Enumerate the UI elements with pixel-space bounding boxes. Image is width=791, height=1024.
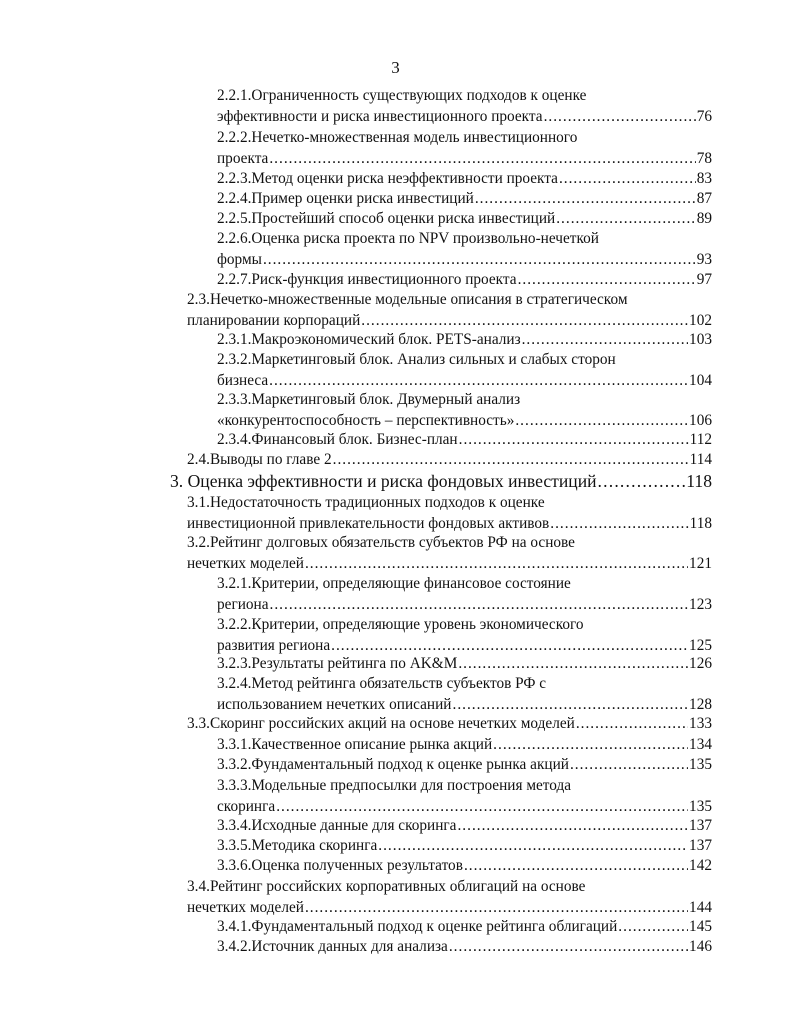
toc-entry-title: инвестиционной привлекательности фондовых активов bbox=[187, 514, 550, 532]
toc-leader bbox=[305, 554, 688, 575]
toc-leader bbox=[263, 250, 696, 271]
toc-entry bbox=[217, 209, 712, 230]
toc-entry-page: 144 bbox=[689, 898, 712, 916]
toc-leader bbox=[559, 169, 696, 190]
toc-leader bbox=[576, 714, 688, 735]
toc-entry-page: 93 bbox=[696, 250, 712, 268]
toc-entry bbox=[217, 735, 712, 756]
toc-entry bbox=[217, 776, 712, 817]
toc-entry-title: 2.2.1.Ограниченность существующих подходов к оценке bbox=[217, 87, 587, 104]
toc-entry-title: 3.3.5.Методика скоринга bbox=[217, 837, 378, 854]
toc-entry-title: 3.2.Рейтинг долговых обязательств субъектов РФ на основе bbox=[187, 534, 575, 551]
toc-leader bbox=[515, 411, 688, 432]
toc-entry-title: 3.4.Рейтинг российских корпоративных облигаций на основе bbox=[187, 878, 586, 895]
toc-entry-title: 3.3.3.Модельные предпосылки для построения метода bbox=[217, 777, 572, 794]
toc-leader bbox=[598, 470, 686, 492]
toc-entry-title: бизнеса bbox=[217, 371, 269, 389]
toc-entry-page: 145 bbox=[689, 918, 712, 935]
toc-entry bbox=[217, 229, 712, 270]
toc-entry-title: 2.3.3.Маркетинговый блок. Двумерный анализ bbox=[217, 391, 521, 408]
toc-entry-title: 3.3.6.Оценка полученных результатов bbox=[217, 857, 463, 874]
toc-entry-page: 134 bbox=[689, 736, 712, 753]
toc-entry-title: использованием нечетких описаний bbox=[217, 695, 452, 713]
toc-entry-title: развития региона bbox=[217, 636, 331, 654]
toc-entry bbox=[187, 877, 712, 918]
toc-entry-title: 3.2.3.Результаты рейтинга по AK&M bbox=[217, 655, 458, 672]
toc-leader bbox=[378, 836, 688, 857]
toc-entry bbox=[217, 169, 712, 190]
toc-leader bbox=[333, 450, 689, 471]
toc-entry-page: 133 bbox=[689, 715, 712, 732]
toc-entry bbox=[187, 493, 712, 534]
toc-entry-title: 3.4.1.Фундаментальный подход к оценке рейтинга облигаций bbox=[217, 918, 618, 935]
toc-entry bbox=[217, 86, 712, 127]
toc-entry-title: 3.4.2.Источник данных для анализа bbox=[217, 938, 448, 955]
toc-entry-title: нечетких моделей bbox=[187, 554, 304, 572]
toc-entry-page: 106 bbox=[689, 411, 712, 429]
toc-entry-page: 78 bbox=[696, 149, 712, 167]
toc-entry bbox=[217, 917, 712, 938]
toc-entry-page: 112 bbox=[689, 431, 712, 448]
toc-leader bbox=[361, 311, 688, 332]
toc-entry bbox=[217, 128, 712, 169]
toc-entry bbox=[217, 654, 712, 675]
toc-leader bbox=[544, 107, 696, 128]
toc-entry-title: планировании корпораций bbox=[187, 311, 361, 329]
toc-entry-page: 135 bbox=[689, 756, 712, 773]
toc-entry bbox=[217, 330, 712, 351]
toc-entry-title: 3.3.Скоринг российских акций на основе нечетких моделей bbox=[187, 715, 575, 732]
toc-leader bbox=[556, 209, 695, 230]
toc-entry-title: 2.3.2.Маркетинговый блок. Анализ сильных и слабых сторон bbox=[217, 351, 616, 368]
toc-entry-page: 121 bbox=[689, 554, 712, 572]
toc-entry-page: 135 bbox=[689, 797, 712, 815]
toc-leader bbox=[449, 937, 688, 958]
toc-entry bbox=[217, 615, 712, 656]
toc-leader bbox=[269, 371, 688, 392]
toc-entry-page: 125 bbox=[689, 636, 712, 654]
toc-entry-title: 3.2.4.Метод рейтинга обязательств субъектов РФ с bbox=[217, 675, 547, 692]
toc-entry-title: 2.3.4.Финансовый блок. Бизнес-план bbox=[217, 431, 458, 448]
toc-leader bbox=[522, 330, 688, 351]
toc-entry bbox=[187, 714, 712, 735]
toc-entry-title: 2.3.1.Макроэкономический блок. PETS-анализ bbox=[217, 331, 521, 348]
toc-entry-title: 2.2.4.Пример оценки риска инвестиций bbox=[217, 190, 474, 207]
toc-entry-title: 2.2.6.Оценка риска проекта по NPV произвольно-нечеткой bbox=[217, 230, 599, 247]
toc-entry bbox=[217, 350, 712, 391]
toc-entry-title: скоринга bbox=[217, 797, 276, 815]
toc-leader bbox=[518, 270, 696, 291]
toc-entry-page: 103 bbox=[689, 331, 712, 348]
toc-chapter-entry bbox=[170, 470, 712, 492]
toc-entry-page: 76 bbox=[696, 107, 712, 125]
toc-entry-page: 87 bbox=[696, 190, 712, 207]
toc-entry-page: 83 bbox=[696, 170, 712, 187]
toc-entry-page: 104 bbox=[689, 371, 712, 389]
toc-leader bbox=[305, 898, 688, 919]
toc-leader bbox=[618, 917, 688, 938]
toc-entry-title: 2.4.Выводы по главе 2 bbox=[187, 451, 332, 468]
toc-entry bbox=[187, 450, 712, 471]
toc-entry-page: 137 bbox=[689, 837, 712, 854]
toc-entry-page: 89 bbox=[696, 210, 712, 227]
toc-entry-page: 118 bbox=[686, 471, 712, 491]
toc-entry-title: 3.3.1.Качественное описание рынка акций bbox=[217, 736, 493, 753]
toc-entry bbox=[217, 574, 712, 615]
toc-entry-page: 114 bbox=[689, 451, 712, 468]
page-number: 3 bbox=[391, 58, 400, 77]
toc-entry-title: 2.2.2.Нечетко-множественная модель инвестиционного bbox=[217, 129, 578, 146]
toc-entry bbox=[217, 674, 712, 715]
toc-entry bbox=[217, 937, 712, 958]
toc-entry-title: 2.3.Нечетко-множественные модельные описания в стратегическом bbox=[187, 291, 628, 308]
toc-entry-title: 3.3.2.Фундаментальный подход к оценке рынка акций bbox=[217, 756, 569, 773]
toc-leader bbox=[269, 149, 695, 170]
toc-leader bbox=[453, 695, 689, 716]
toc-leader bbox=[475, 189, 696, 210]
toc-entry-page: 102 bbox=[689, 311, 712, 329]
toc-entry-title: 3.3.4.Исходные данные для скоринга bbox=[217, 817, 457, 834]
toc-entry bbox=[217, 270, 712, 291]
toc-entry bbox=[187, 533, 712, 574]
toc-entry bbox=[217, 836, 712, 857]
toc-leader bbox=[458, 654, 688, 675]
toc-entry-page: 137 bbox=[689, 817, 712, 834]
toc-leader bbox=[457, 816, 688, 837]
toc-leader bbox=[276, 797, 688, 818]
toc-entry-title: 3. Оценка эффективности и риска фондовых инвестиций bbox=[170, 471, 597, 491]
toc-entry-title: «конкурентоспособность – перспективность» bbox=[217, 411, 515, 429]
toc-entry-title: 3.2.2.Критерии, определяющие уровень экономического bbox=[217, 616, 584, 633]
toc-leader bbox=[459, 430, 689, 451]
toc-entry-title: 3.2.1.Критерии, определяющие финансовое состояние bbox=[217, 575, 571, 592]
toc-entry-title: формы bbox=[217, 250, 262, 268]
toc-leader bbox=[493, 735, 688, 756]
toc-entry bbox=[217, 390, 712, 431]
toc-entry bbox=[217, 856, 712, 877]
toc-entry-page: 142 bbox=[689, 857, 712, 874]
toc-entry-title: проекта bbox=[217, 149, 269, 167]
toc-entry-page: 128 bbox=[689, 695, 712, 713]
toc-entry-title: 3.1.Недостаточность традиционных подходов к оценке bbox=[187, 494, 545, 511]
toc-entry bbox=[217, 430, 712, 451]
toc-leader bbox=[464, 856, 688, 877]
toc-entry-title: эффективности и риска инвестиционного проекта bbox=[217, 107, 543, 125]
toc-leader bbox=[270, 595, 689, 616]
toc-entry-title: 2.2.3.Метод оценки риска неэффективности проекта bbox=[217, 170, 558, 187]
toc-entry-page: 123 bbox=[689, 595, 712, 613]
toc-leader bbox=[570, 755, 688, 776]
toc-entry bbox=[187, 290, 712, 331]
toc-leader bbox=[550, 514, 688, 535]
toc-entry-page: 126 bbox=[689, 655, 712, 672]
toc-entry bbox=[217, 816, 712, 837]
toc-entry bbox=[217, 189, 712, 210]
toc-entry-title: региона bbox=[217, 595, 269, 613]
toc-entry-title: нечетких моделей bbox=[187, 898, 304, 916]
toc-entry bbox=[217, 755, 712, 776]
toc-entry-page: 118 bbox=[689, 514, 712, 532]
toc-entry-title: 2.2.5.Простейший способ оценки риска инвестиций bbox=[217, 210, 556, 227]
toc-entry-page: 146 bbox=[689, 938, 712, 955]
toc-entry-page: 97 bbox=[696, 271, 712, 288]
toc-entry-title: 2.2.7.Риск-функция инвестиционного проекта bbox=[217, 271, 517, 288]
